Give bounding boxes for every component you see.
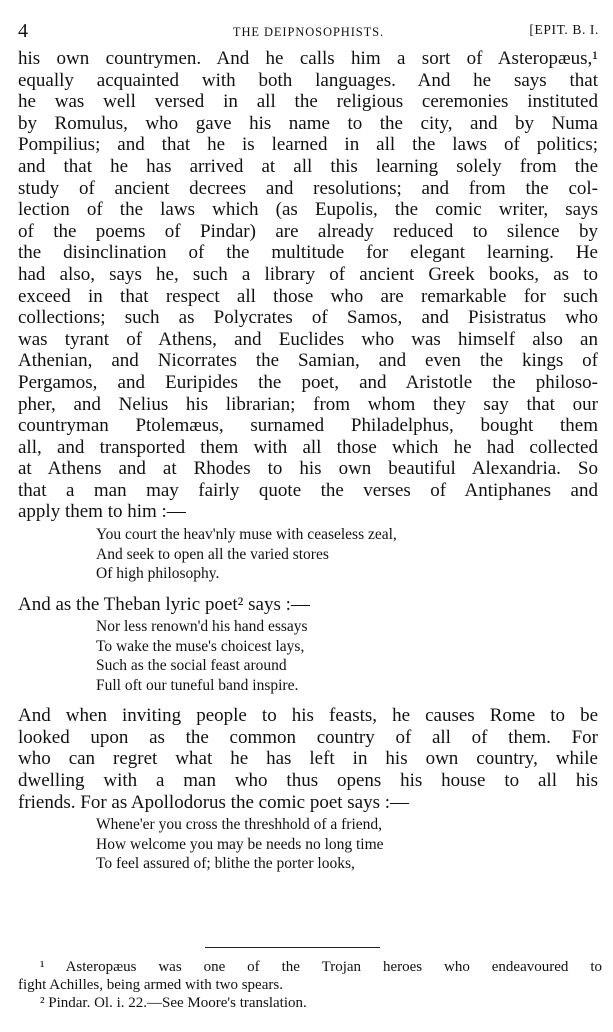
running-title: THE DEIPNOSOPHISTS.: [232, 25, 385, 39]
text-line: study of ancient decrees and resolutions; and from the col-: [18, 177, 598, 199]
verse-line: Full oft our tuneful band inspire.: [96, 676, 299, 694]
text-line: lection of the laws which (as Eupolis, the comic writer, says: [18, 199, 598, 221]
footnote-line: ¹ Asteropæus was one of the Trojan heroes who endeavoured to: [40, 959, 602, 975]
verse-line: Of high philosophy.: [96, 565, 220, 583]
verse-line: And seek to open all the varied stores: [96, 545, 329, 563]
verse-quotation-2: [18, 617, 598, 695]
text-line: looked upon as the common country of all of them. For: [18, 726, 598, 748]
text-line: equally acquainted with both languages. And he says that: [18, 69, 598, 91]
verse-line: You court the heav'nly muse with ceaseless zeal,: [96, 526, 397, 544]
text-line: Pergamos, and Euripides the poet, and Aristotle the philoso-: [18, 371, 598, 393]
body-text: [18, 48, 598, 878]
text-line: countryman Ptolemæus, surnamed Philadelphus, bought them: [18, 415, 598, 437]
verse-line: To feel assured of; blithe the porter looks,: [96, 855, 355, 873]
text-line: that a man may fairly quote the verses of Antiphanes and: [18, 479, 598, 501]
verse-line: Such as the social feast around: [96, 657, 287, 675]
footnotes: [18, 958, 602, 1012]
verse-quotation-3: [18, 815, 598, 874]
text-line: all, and transported them with all those which he had collected: [18, 436, 598, 458]
text-line: And when inviting people to his feasts, he causes Rome to be: [18, 705, 598, 727]
text-line: apply them to him :—: [18, 501, 186, 523]
footnote-rule: [205, 947, 380, 948]
text-line: had also, says he, such a library of ancient Greek books, as to: [18, 263, 598, 285]
text-line: his own countrymen. And he calls him a sort of Asteropæus,¹: [18, 48, 598, 69]
text-line: exceed in that respect all those who are remarkable for such: [18, 285, 598, 307]
text-line: friends. For as Apollodorus the comic poet says :—: [18, 791, 410, 813]
verse-line: Whene'er you cross the threshhold of a friend,: [96, 816, 383, 834]
text-line: he was well versed in all the religious ceremonies instituted: [18, 91, 598, 113]
text-line: of the poems of Pindar) are already reduced to silence by: [18, 220, 598, 242]
footnote-line: fight Achilles, being armed with two spears.: [18, 977, 283, 993]
page-header: [18, 16, 599, 48]
text-line: collections; such as Polycrates of Samos, and Pisistratus who: [18, 307, 598, 329]
verse-line: How welcome you may be needs no long time: [96, 835, 384, 853]
paragraph-2: [18, 594, 598, 616]
verse-line: To wake the muse's choicest lays,: [96, 637, 305, 655]
text-line: at Athens and at Rhodes to his own beautiful Alexandria. So: [18, 458, 598, 480]
text-line: And as the Theban lyric poet² says :—: [18, 593, 310, 615]
text-line: who can regret what he has left in his own country, while: [18, 748, 598, 770]
text-line: pher, and Nelius his librarian; from whom they say that our: [18, 393, 598, 415]
text-line: and that he has arrived at all this learning solely from the: [18, 155, 598, 177]
verse-quotation-1: [18, 525, 598, 584]
text-line: Athenian, and Nicorrates the Samian, and even the kings of: [18, 350, 598, 372]
text-line: dwelling with a man who thus opens his house to all his: [18, 769, 598, 791]
paragraph-1: [18, 48, 598, 523]
text-line: the disinclination of the multitude for elegant learning. He: [18, 242, 598, 264]
page-number: 4: [18, 20, 28, 42]
footnote-line: ² Pindar. Ol. i. 22.—See Moore's translation.: [40, 995, 307, 1011]
paragraph-3: [18, 705, 598, 813]
text-line: by Romulus, who gave his name to the city, and by Numa: [18, 112, 598, 134]
verse-line: Nor less renown'd his hand essays: [96, 618, 308, 636]
text-line: Pompilius; and that he is learned in all the laws of politics;: [18, 134, 598, 156]
text-line: was tyrant of Athens, and Euclides who was himself also an: [18, 328, 598, 350]
section-mark: [EPIT. B. I.: [529, 22, 599, 37]
